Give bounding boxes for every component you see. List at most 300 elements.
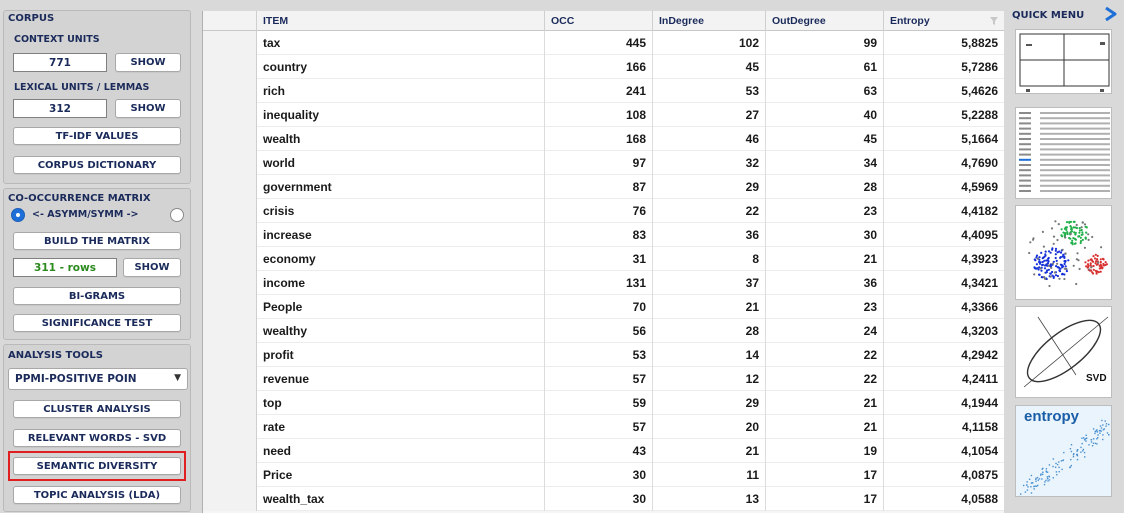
entropy-point xyxy=(1097,431,1098,432)
scatter-point xyxy=(1065,226,1067,228)
cell-outdegree[interactable]: 30 xyxy=(766,223,884,247)
scatter-point xyxy=(1064,232,1066,234)
cell-entropy[interactable]: 4,1054 xyxy=(884,439,1004,463)
cell-indegree[interactable]: 45 xyxy=(653,55,766,79)
filter-icon[interactable] xyxy=(989,16,999,26)
cell-item[interactable]: wealth_tax xyxy=(257,487,545,511)
thumbnail-line xyxy=(1040,138,1110,140)
scatter-point xyxy=(1079,268,1081,270)
cell-entropy[interactable]: 5,1664 xyxy=(884,127,1004,151)
cell-indegree[interactable]: 102 xyxy=(653,31,766,55)
cell-outdegree[interactable]: 22 xyxy=(766,343,884,367)
cell-indegree[interactable]: 22 xyxy=(653,199,766,223)
cell-entropy[interactable]: 4,2942 xyxy=(884,343,1004,367)
row-selector[interactable] xyxy=(203,391,257,415)
scatter-point xyxy=(1081,234,1083,236)
scatter-point xyxy=(1070,221,1072,223)
cell-indegree[interactable]: 13 xyxy=(653,487,766,511)
scatter-point xyxy=(1091,236,1093,238)
significance-test-button[interactable]: SIGNIFICANCE TEST xyxy=(13,314,181,332)
table-row[interactable] xyxy=(203,79,1004,103)
corpus-dictionary-button[interactable]: CORPUS DICTIONARY xyxy=(13,156,181,174)
cell-entropy[interactable]: 4,3923 xyxy=(884,247,1004,271)
cell-entropy[interactable]: 4,0875 xyxy=(884,463,1004,487)
cell-indegree[interactable]: 20 xyxy=(653,415,766,439)
entropy-point xyxy=(1033,486,1034,487)
scatter-point xyxy=(1092,255,1094,257)
cell-indegree[interactable]: 11 xyxy=(653,463,766,487)
chevron-down-icon: ▼ xyxy=(174,373,181,383)
cell-occ[interactable]: 445 xyxy=(545,31,653,55)
cell-item[interactable]: tax xyxy=(257,31,545,55)
entropy-point xyxy=(1105,420,1106,421)
table-row[interactable] xyxy=(203,223,1004,247)
cell-item[interactable]: top xyxy=(257,391,545,415)
entropy-point xyxy=(1040,473,1041,474)
entropy-point xyxy=(1101,420,1102,421)
entropy-point xyxy=(1036,486,1037,487)
cell-entropy[interactable]: 5,7286 xyxy=(884,55,1004,79)
cell-entropy[interactable]: 4,4182 xyxy=(884,199,1004,223)
scatter-point xyxy=(1084,261,1086,263)
scatter-point xyxy=(1052,263,1054,265)
svd-thumbnail-label: SVD xyxy=(1086,373,1107,384)
cell-outdegree[interactable]: 23 xyxy=(766,199,884,223)
cell-item[interactable]: revenue xyxy=(257,367,545,391)
row-selector[interactable] xyxy=(203,343,257,367)
cell-outdegree[interactable]: 17 xyxy=(766,487,884,511)
scatter-point xyxy=(1088,239,1090,241)
cell-item[interactable]: economy xyxy=(257,247,545,271)
cell-occ[interactable]: 43 xyxy=(545,439,653,463)
entropy-point xyxy=(1055,467,1056,468)
entropy-point xyxy=(1102,424,1103,425)
asymmetric-radio[interactable] xyxy=(11,208,25,222)
svd-thumbnail[interactable] xyxy=(1015,306,1112,398)
entropy-thumbnail[interactable] xyxy=(1015,405,1112,497)
cell-occ[interactable]: 108 xyxy=(545,103,653,127)
scatter-point xyxy=(1085,232,1087,234)
cell-occ[interactable]: 30 xyxy=(545,463,653,487)
table-row[interactable] xyxy=(203,151,1004,175)
cell-entropy[interactable]: 4,5969 xyxy=(884,175,1004,199)
build-matrix-button[interactable]: BUILD THE MATRIX xyxy=(13,232,181,250)
scatter-point xyxy=(1036,263,1038,265)
column-header-occ[interactable]: OCC xyxy=(545,11,653,31)
thumbnail-line xyxy=(1019,169,1031,171)
scatter-point xyxy=(1070,228,1072,230)
entropy-point xyxy=(1096,429,1097,430)
cell-outdegree[interactable]: 23 xyxy=(766,295,884,319)
scatter-point xyxy=(1095,270,1097,272)
row-selector[interactable] xyxy=(203,319,257,343)
quadrant-chart-thumbnail[interactable] xyxy=(1015,29,1112,94)
row-selector[interactable] xyxy=(203,223,257,247)
row-selector[interactable] xyxy=(203,439,257,463)
scatter-point xyxy=(1055,250,1057,252)
entropy-point xyxy=(1091,439,1092,440)
cell-occ[interactable]: 166 xyxy=(545,55,653,79)
thumbnail-line xyxy=(1040,133,1110,135)
entropy-point xyxy=(1044,484,1045,485)
cell-item[interactable]: wealthy xyxy=(257,319,545,343)
row-selector[interactable] xyxy=(203,151,257,175)
thumbnail-line xyxy=(1040,148,1110,150)
entropy-point xyxy=(1046,471,1047,472)
row-selector[interactable] xyxy=(203,199,257,223)
entropy-point xyxy=(1092,445,1093,446)
cell-entropy[interactable]: 5,2288 xyxy=(884,103,1004,127)
cell-outdegree[interactable]: 34 xyxy=(766,151,884,175)
cell-outdegree[interactable]: 61 xyxy=(766,55,884,79)
table-row[interactable] xyxy=(203,439,1004,463)
row-selector[interactable] xyxy=(203,103,257,127)
lexical-units-label: LEXICAL UNITS / LEMMAS xyxy=(14,82,150,93)
cell-item[interactable]: inequality xyxy=(257,103,545,127)
table-row[interactable] xyxy=(203,31,1004,55)
cell-item[interactable]: government xyxy=(257,175,545,199)
table-row[interactable] xyxy=(203,295,1004,319)
cell-outdegree[interactable]: 21 xyxy=(766,415,884,439)
entropy-point xyxy=(1058,461,1059,462)
cell-occ[interactable]: 31 xyxy=(545,247,653,271)
row-selector[interactable] xyxy=(203,31,257,55)
row-selector[interactable] xyxy=(203,271,257,295)
row-selector[interactable] xyxy=(203,367,257,391)
cell-outdegree[interactable]: 22 xyxy=(766,367,884,391)
scatter-point xyxy=(1094,257,1096,259)
scatter-point xyxy=(1045,263,1047,265)
scatter-point xyxy=(1039,274,1041,276)
table-row[interactable] xyxy=(203,319,1004,343)
cell-indegree[interactable]: 53 xyxy=(653,79,766,103)
cell-occ[interactable]: 87 xyxy=(545,175,653,199)
scatter-point xyxy=(1043,276,1045,278)
scatter-point xyxy=(1048,285,1050,287)
cell-entropy[interactable]: 4,0588 xyxy=(884,487,1004,511)
cell-occ[interactable]: 168 xyxy=(545,127,653,151)
semantic-diversity-button[interactable]: SEMANTIC DIVERSITY xyxy=(13,457,181,475)
table-list-image xyxy=(1016,108,1112,199)
scatter-point xyxy=(1092,272,1094,274)
cell-item[interactable]: need xyxy=(257,439,545,463)
corpus-title: CORPUS xyxy=(8,13,55,24)
measure-select[interactable] xyxy=(8,368,188,390)
entropy-point xyxy=(1048,476,1049,477)
table-row[interactable] xyxy=(203,463,1004,487)
scatter-point xyxy=(1072,243,1074,245)
cell-occ[interactable]: 57 xyxy=(545,367,653,391)
entropy-point xyxy=(1070,459,1071,460)
cell-item[interactable]: increase xyxy=(257,223,545,247)
entropy-thumbnail-label: entropy xyxy=(1024,408,1080,425)
scatter-point xyxy=(1043,246,1045,248)
column-header-outdegree[interactable]: OutDegree xyxy=(766,11,884,31)
table-row[interactable] xyxy=(203,271,1004,295)
scatter-point xyxy=(1051,247,1053,249)
entropy-point xyxy=(1035,481,1036,482)
row-selector[interactable] xyxy=(203,415,257,439)
relevant-words-svd-button[interactable]: RELEVANT WORDS - SVD xyxy=(13,429,181,447)
entropy-point xyxy=(1086,435,1087,436)
cell-item[interactable]: income xyxy=(257,271,545,295)
cell-outdegree[interactable]: 99 xyxy=(766,31,884,55)
column-header-item[interactable]: ITEM xyxy=(257,11,545,31)
cell-occ[interactable]: 97 xyxy=(545,151,653,175)
table-row[interactable] xyxy=(203,175,1004,199)
thumbnail-line xyxy=(1040,122,1110,124)
cell-indegree[interactable]: 28 xyxy=(653,319,766,343)
cell-item[interactable]: People xyxy=(257,295,545,319)
cell-indegree[interactable]: 29 xyxy=(653,391,766,415)
scatter-point xyxy=(1065,229,1067,231)
cell-occ[interactable]: 83 xyxy=(545,223,653,247)
entropy-point xyxy=(1100,430,1101,431)
scatter-point xyxy=(1081,226,1083,228)
cell-entropy[interactable]: 4,3203 xyxy=(884,319,1004,343)
scatter-point xyxy=(1066,270,1068,272)
scatter-point xyxy=(1058,269,1060,271)
entropy-point xyxy=(1061,460,1062,461)
entropy-point xyxy=(1029,479,1030,480)
cell-indegree[interactable]: 46 xyxy=(653,127,766,151)
cell-outdegree[interactable]: 40 xyxy=(766,103,884,127)
cell-item[interactable]: profit xyxy=(257,343,545,367)
cell-entropy[interactable]: 4,7690 xyxy=(884,151,1004,175)
cooccurrence-title: CO-OCCURRENCE MATRIX xyxy=(8,193,151,204)
cluster-scatter-thumbnail[interactable] xyxy=(1015,205,1112,300)
entropy-point xyxy=(1049,479,1050,480)
cell-indegree[interactable]: 36 xyxy=(653,223,766,247)
entropy-point xyxy=(1096,443,1097,444)
thumbnail-line xyxy=(1019,122,1031,124)
scatter-point xyxy=(1065,252,1067,254)
scatter-point xyxy=(1029,241,1031,243)
entropy-point xyxy=(1063,452,1064,453)
entropy-point xyxy=(1034,488,1035,489)
scatter-point xyxy=(1088,268,1090,270)
table-row[interactable] xyxy=(203,391,1004,415)
cell-indegree[interactable]: 37 xyxy=(653,271,766,295)
cell-occ[interactable]: 70 xyxy=(545,295,653,319)
entropy-point xyxy=(1031,475,1032,476)
cell-entropy[interactable]: 4,2411 xyxy=(884,367,1004,391)
cell-entropy[interactable]: 5,4626 xyxy=(884,79,1004,103)
scatter-point xyxy=(1050,252,1052,254)
measure-select-value: PPMI-POSITIVE POIN xyxy=(15,373,137,385)
scatter-point xyxy=(1061,228,1063,230)
column-header-indegree[interactable]: InDegree xyxy=(653,11,766,31)
cell-indegree[interactable]: 32 xyxy=(653,151,766,175)
thumbnail-line xyxy=(1019,180,1031,182)
cell-occ[interactable]: 59 xyxy=(545,391,653,415)
cell-item[interactable]: rate xyxy=(257,415,545,439)
scatter-point xyxy=(1050,276,1052,278)
entropy-point xyxy=(1070,448,1071,449)
row-selector[interactable] xyxy=(203,175,257,199)
cluster-analysis-button[interactable]: CLUSTER ANALYSIS xyxy=(13,400,181,418)
thumbnail-line xyxy=(1019,174,1031,176)
entropy-point xyxy=(1039,478,1040,479)
entropy-point xyxy=(1042,474,1043,475)
thumbnail-line xyxy=(1019,185,1031,187)
scatter-point xyxy=(1048,260,1050,262)
cell-occ[interactable]: 131 xyxy=(545,271,653,295)
thumbnail-line xyxy=(1040,128,1110,130)
row-selector[interactable] xyxy=(203,247,257,271)
row-selector[interactable] xyxy=(203,487,257,511)
context-units-field[interactable]: 771 xyxy=(13,53,107,72)
scatter-point xyxy=(1085,238,1087,240)
cell-indegree[interactable]: 8 xyxy=(653,247,766,271)
scatter-point xyxy=(1063,278,1065,280)
cell-outdegree[interactable]: 21 xyxy=(766,391,884,415)
table-row[interactable] xyxy=(203,415,1004,439)
cell-indegree[interactable]: 14 xyxy=(653,343,766,367)
scatter-point xyxy=(1042,231,1044,233)
cell-occ[interactable]: 53 xyxy=(545,343,653,367)
lexical-units-field[interactable]: 312 xyxy=(13,99,107,118)
scatter-point xyxy=(1103,258,1105,260)
cell-occ[interactable]: 30 xyxy=(545,487,653,511)
cell-item[interactable]: crisis xyxy=(257,199,545,223)
row-header-corner xyxy=(203,11,257,31)
cell-occ[interactable]: 56 xyxy=(545,319,653,343)
scatter-point xyxy=(1093,265,1095,267)
cell-occ[interactable]: 57 xyxy=(545,415,653,439)
cell-outdegree[interactable]: 45 xyxy=(766,127,884,151)
scatter-point xyxy=(1067,259,1069,261)
entropy-point xyxy=(1047,480,1048,481)
entropy-point xyxy=(1104,428,1105,429)
cell-outdegree[interactable]: 21 xyxy=(766,247,884,271)
cell-entropy[interactable]: 4,3421 xyxy=(884,271,1004,295)
row-selector[interactable] xyxy=(203,79,257,103)
cell-indegree[interactable]: 27 xyxy=(653,103,766,127)
cell-item[interactable]: world xyxy=(257,151,545,175)
thumbnail-line xyxy=(1040,154,1110,156)
scatter-point xyxy=(1058,278,1060,280)
cell-indegree[interactable]: 21 xyxy=(653,295,766,319)
bigrams-button[interactable]: BI-GRAMS xyxy=(13,287,181,305)
row-selector[interactable] xyxy=(203,127,257,151)
cell-occ[interactable]: 241 xyxy=(545,79,653,103)
matrix-rows-field[interactable]: 311 - rows xyxy=(13,258,117,277)
cell-outdegree[interactable]: 36 xyxy=(766,271,884,295)
cell-outdegree[interactable]: 63 xyxy=(766,79,884,103)
row-selector[interactable] xyxy=(203,55,257,79)
entropy-point xyxy=(1095,431,1096,432)
scatter-point xyxy=(1082,239,1084,241)
quick-menu-title: QUICK MENU xyxy=(1012,10,1085,21)
entropy-point xyxy=(1069,467,1070,468)
scatter-point xyxy=(1076,252,1078,254)
entropy-point xyxy=(1082,450,1083,451)
cell-entropy[interactable]: 5,8825 xyxy=(884,31,1004,55)
cell-occ[interactable]: 76 xyxy=(545,199,653,223)
entropy-point xyxy=(1053,477,1054,478)
table-list-thumbnail[interactable] xyxy=(1015,107,1112,199)
table-row[interactable] xyxy=(203,103,1004,127)
scatter-point xyxy=(1090,262,1092,264)
table-row[interactable] xyxy=(203,199,1004,223)
table-row[interactable] xyxy=(203,367,1004,391)
table-row[interactable] xyxy=(203,487,1004,511)
cell-outdegree[interactable]: 19 xyxy=(766,439,884,463)
scatter-point xyxy=(1100,246,1102,248)
entropy-point xyxy=(1085,438,1086,439)
cell-indegree[interactable]: 21 xyxy=(653,439,766,463)
cell-indegree[interactable]: 29 xyxy=(653,175,766,199)
show-context-units-button[interactable]: SHOW xyxy=(115,53,181,72)
entropy-point xyxy=(1080,447,1081,448)
cell-item[interactable]: Price xyxy=(257,463,545,487)
entropy-point xyxy=(1045,480,1046,481)
entropy-point xyxy=(1027,481,1028,482)
scatter-point xyxy=(1087,233,1089,235)
scatter-point xyxy=(1038,268,1040,270)
table-row[interactable] xyxy=(203,247,1004,271)
scatter-point xyxy=(1037,258,1039,260)
show-lexical-units-button[interactable]: SHOW xyxy=(115,99,181,118)
table-row[interactable] xyxy=(203,127,1004,151)
row-selector[interactable] xyxy=(203,295,257,319)
scatter-point xyxy=(1045,251,1047,253)
cell-entropy[interactable]: 4,3366 xyxy=(884,295,1004,319)
scatter-point xyxy=(1080,240,1082,242)
cell-item[interactable]: country xyxy=(257,55,545,79)
entropy-point xyxy=(1071,451,1072,452)
entropy-point xyxy=(1046,468,1047,469)
cell-outdegree[interactable]: 28 xyxy=(766,175,884,199)
scatter-point xyxy=(1076,258,1078,260)
topic-analysis-lda-button[interactable]: TOPIC ANALYSIS (LDA) xyxy=(13,486,181,504)
cell-entropy[interactable]: 4,4095 xyxy=(884,223,1004,247)
scatter-point xyxy=(1059,257,1061,259)
scatter-point xyxy=(1076,224,1078,226)
scatter-point xyxy=(1028,252,1030,254)
cell-entropy[interactable]: 4,1944 xyxy=(884,391,1004,415)
entropy-point xyxy=(1077,454,1078,455)
table-row[interactable] xyxy=(203,55,1004,79)
thumbnail-line xyxy=(1040,180,1110,182)
scatter-point xyxy=(1103,264,1105,266)
entropy-point xyxy=(1100,425,1101,426)
show-matrix-button[interactable]: SHOW xyxy=(123,258,181,277)
cell-outdegree[interactable]: 17 xyxy=(766,463,884,487)
symmetric-radio[interactable] xyxy=(170,208,184,222)
table-row[interactable] xyxy=(203,343,1004,367)
collapse-arrow-icon[interactable] xyxy=(1104,6,1118,22)
scatter-point xyxy=(1064,268,1066,270)
cell-item[interactable]: rich xyxy=(257,79,545,103)
column-header-entropy[interactable] xyxy=(884,11,1004,31)
row-selector[interactable] xyxy=(203,463,257,487)
thumbnail-line xyxy=(1040,117,1110,119)
cell-indegree[interactable]: 12 xyxy=(653,367,766,391)
cell-entropy[interactable]: 4,1158 xyxy=(884,415,1004,439)
scatter-point xyxy=(1048,257,1050,259)
thumbnail-line xyxy=(1019,190,1031,192)
entropy-point xyxy=(1084,452,1085,453)
thumbnail-line xyxy=(1040,169,1110,171)
scatter-point xyxy=(1060,252,1062,254)
tfidf-values-button[interactable]: TF-IDF VALUES xyxy=(13,127,181,145)
scatter-point xyxy=(1058,223,1060,225)
entropy-point xyxy=(1076,451,1077,452)
cell-item[interactable]: wealth xyxy=(257,127,545,151)
cell-outdegree[interactable]: 24 xyxy=(766,319,884,343)
